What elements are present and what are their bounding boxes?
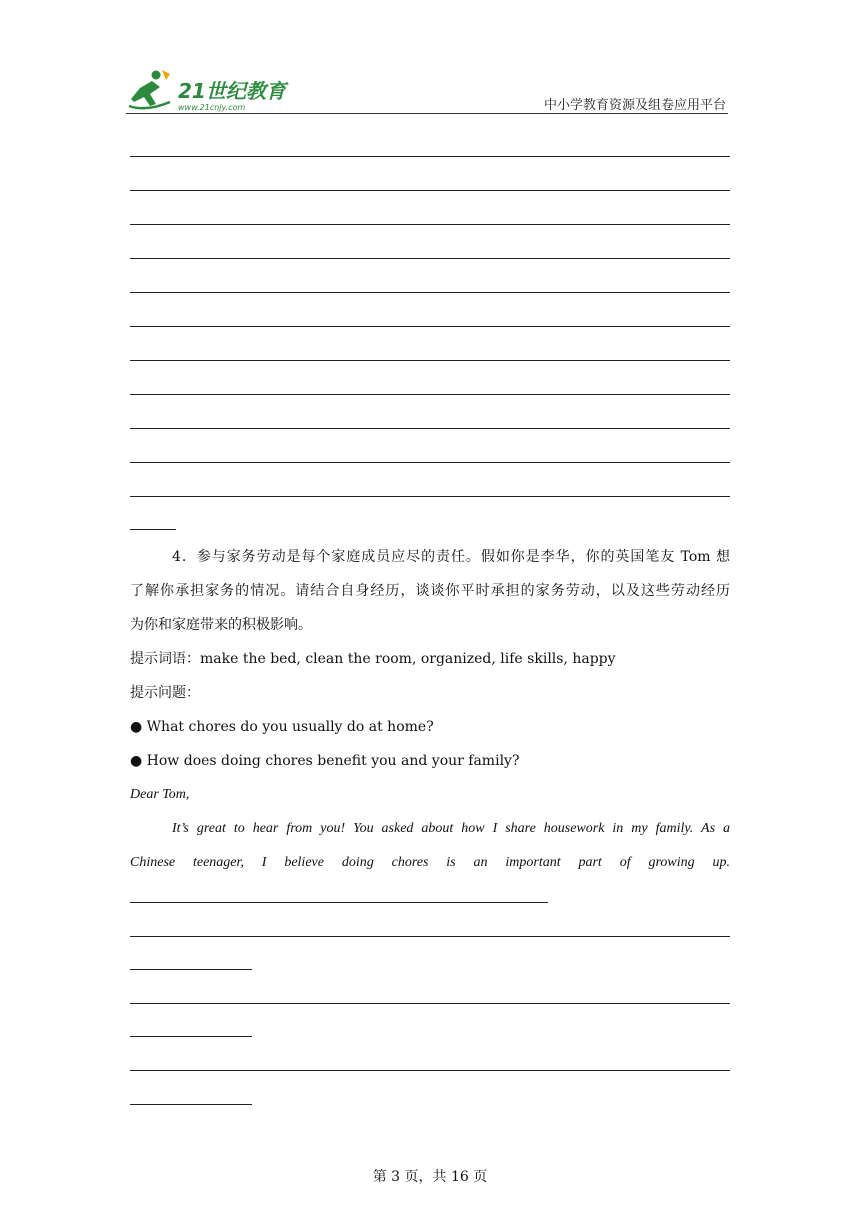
question-number: 4．: [172, 549, 197, 565]
answer-line: [130, 224, 730, 225]
answer-line: [130, 902, 548, 903]
answer-line: [130, 156, 730, 157]
answer-line: [130, 462, 730, 463]
answer-line: [130, 529, 176, 530]
answer-line: [130, 969, 252, 970]
question-4-prompt-line-2: 了解你承担家务的情况。请结合自身经历，谈谈你平时承担的家务劳动，以及这些劳动经历: [130, 583, 730, 599]
question-4-prompt-line-3: 为你和家庭带来的积极影响。: [130, 617, 312, 633]
letter-opening-line-2: Chinese teenager, I believe doing chores is an important part of growing up.: [130, 855, 730, 870]
header-divider: [126, 113, 728, 114]
answer-line: [130, 1070, 730, 1071]
answer-line: [130, 360, 730, 361]
page-number: 第 3 页，共 16 页: [372, 1169, 488, 1185]
answer-line: [130, 190, 730, 191]
prompt-text: 参与家务劳动是每个家庭成员应尽的责任。假如你是李华，你的英国笔友 Tom 想: [196, 549, 730, 565]
runner-icon: [129, 70, 170, 108]
hint-question-1: ● What chores do you usually do at home?: [130, 719, 434, 735]
letter-opening-line-1: It’s great to hear from you! You asked about how I share housework in my family. As a: [172, 821, 730, 836]
site-logo: [126, 66, 296, 116]
keyword-hints: 提示词语：make the bed, clean the room, organized, life skills, happy: [130, 651, 616, 667]
answer-line: [130, 258, 730, 259]
question-4-prompt-line-1: [130, 540, 730, 574]
logo-url-text: www.21cnjy.com: [178, 103, 246, 112]
answer-line: [130, 292, 730, 293]
hint-question-2: ● How does doing chores benefit you and your family?: [130, 753, 520, 769]
answer-line: [130, 326, 730, 327]
platform-name: 中小学教育资源及组卷应用平台: [543, 98, 726, 113]
answer-line: [130, 1003, 730, 1004]
answer-line: [130, 394, 730, 395]
letter-greeting: Dear Tom,: [130, 787, 190, 802]
answer-line: [130, 936, 730, 937]
logo-brand-text: 21世纪教育: [178, 79, 286, 103]
answer-line: [130, 1104, 252, 1105]
answer-line: [130, 428, 730, 429]
answer-line: [130, 1036, 252, 1037]
answer-line: [130, 496, 730, 497]
question-hints-label: 提示问题：: [130, 685, 200, 701]
